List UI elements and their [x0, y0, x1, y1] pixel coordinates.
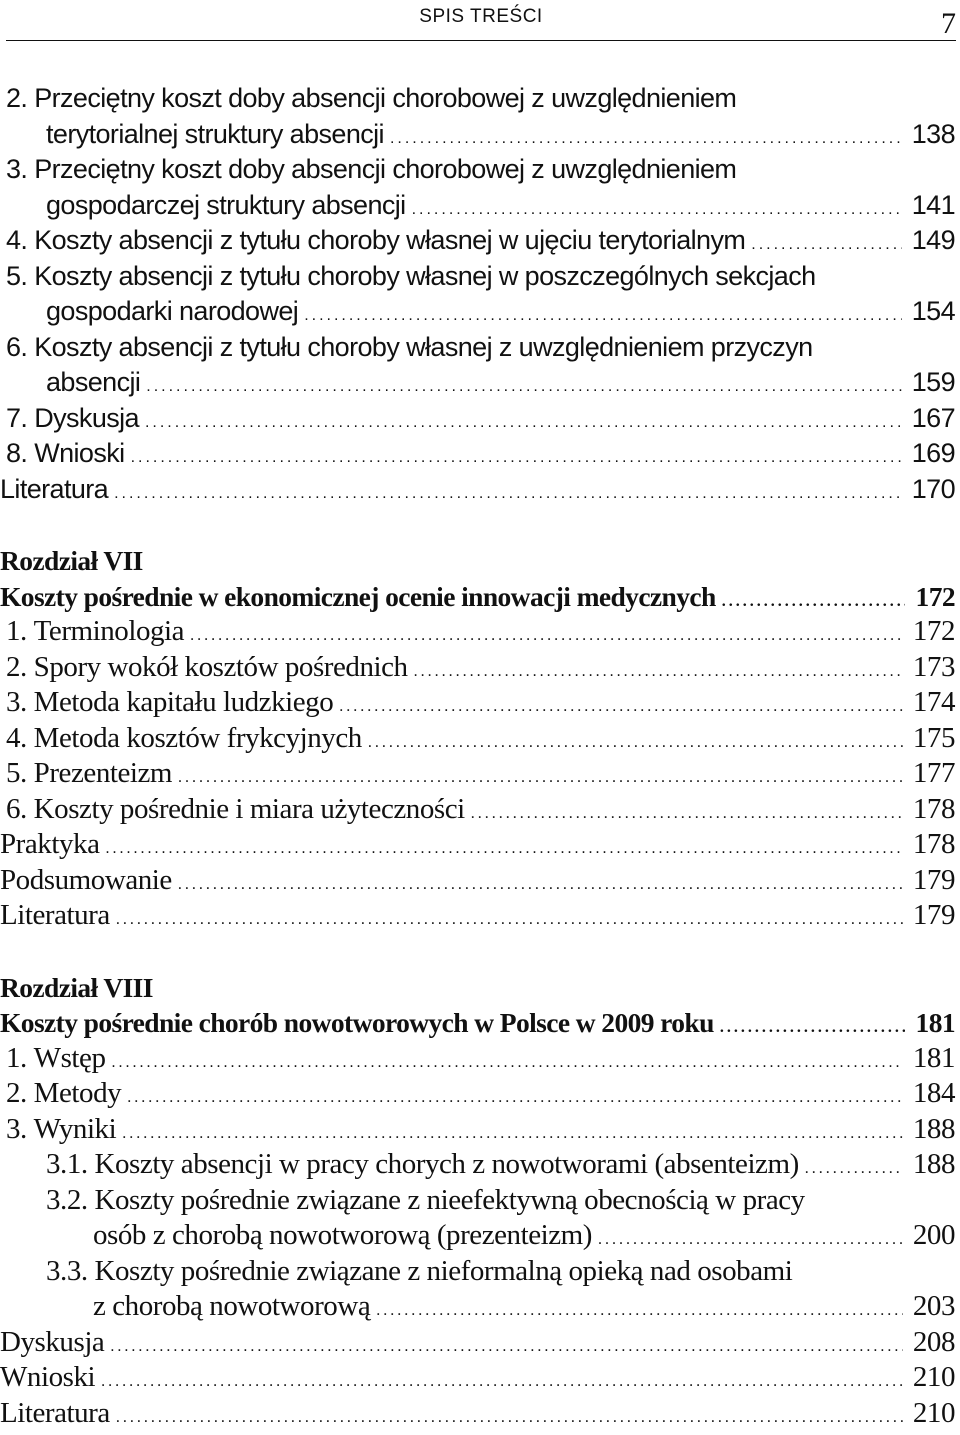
entry-number: 3.2.: [46, 1183, 88, 1219]
chapter-title-entry: [0, 579, 955, 615]
entry-page: 173: [913, 650, 955, 686]
chapter-title-entry: [0, 1005, 955, 1041]
chapter-label: Rozdział VII: [0, 545, 143, 576]
entry-page: 159: [912, 365, 955, 401]
table-of-contents: [0, 81, 955, 1431]
toc-entry: [0, 1396, 955, 1432]
toc-entry: [0, 294, 955, 330]
toc-entry: [0, 1360, 955, 1396]
entry-title: Koszty absencji z tytułu choroby własnej w poszczególnych sekcjach: [34, 261, 815, 291]
entry-page: 141: [912, 188, 955, 224]
dot-leader: [127, 1080, 903, 1116]
dot-leader: [114, 476, 902, 512]
entry-page: 179: [913, 863, 955, 899]
entry-number: 3.3.: [46, 1254, 88, 1290]
entry-page: 179: [913, 898, 955, 934]
toc-entry: [0, 756, 955, 792]
toc-subentry: [0, 1289, 955, 1325]
entry-number: 5.: [6, 756, 27, 792]
toc-entry: [0, 259, 955, 295]
entry-number: 3.: [6, 685, 27, 721]
chapter-heading: [0, 543, 955, 579]
toc-entry: [0, 401, 955, 437]
toc-entry: [0, 898, 955, 934]
entry-page: 178: [913, 827, 955, 863]
entry-title: gospodarki narodowej: [46, 294, 298, 330]
chapter-label: Rozdział VIII: [0, 972, 153, 1003]
entry-page: 167: [912, 401, 955, 437]
entry-number: 3.: [6, 1112, 27, 1148]
entry-title: Dyskusja: [0, 1325, 104, 1361]
entry-title: Koszty absencji z tytułu choroby własnej w ujęciu terytorialnym: [34, 223, 745, 259]
entry-page: 172: [915, 579, 955, 615]
entry-title: absencji: [46, 365, 140, 401]
entry-title: Spory wokół kosztów pośrednich: [34, 650, 408, 686]
entry-number: 5.: [6, 259, 27, 295]
entry-number: 2.: [6, 650, 27, 686]
toc-entry: [0, 650, 955, 686]
entry-page: 172: [913, 614, 955, 650]
toc-entry: [0, 614, 955, 650]
entry-title: Wnioski: [34, 436, 124, 472]
entry-title: Przeciętny koszt doby absencji chorobowej z uwzględnieniem: [34, 154, 736, 184]
entry-page: 210: [913, 1360, 955, 1396]
entry-title: z chorobą nowotworową: [93, 1289, 370, 1325]
toc-entry: [0, 117, 955, 153]
entry-number: 1.: [6, 1041, 27, 1077]
entry-title: Wyniki: [34, 1112, 117, 1148]
entry-page: 138: [912, 117, 955, 153]
entry-title: gospodarczej struktury absencji: [46, 188, 406, 224]
entry-number: 8.: [6, 436, 27, 472]
dot-leader: [751, 227, 902, 263]
dot-leader: [122, 1116, 903, 1152]
entry-title: Koszty pośrednie związane z nieformalną opieką nad osobami: [95, 1255, 793, 1287]
dot-leader: [390, 121, 902, 157]
entry-title: Koszty absencji w pracy chorych z nowotworami (absenteizm): [95, 1147, 799, 1183]
dot-leader: [178, 760, 903, 796]
entry-title: Podsumowanie: [0, 863, 172, 899]
entry-page: 184: [913, 1076, 955, 1112]
entry-page: 149: [912, 223, 955, 259]
dot-leader: [106, 831, 903, 867]
entry-page: 188: [913, 1112, 955, 1148]
dot-leader: [131, 440, 902, 476]
entry-number: 6.: [6, 792, 27, 828]
toc-entry: [0, 330, 955, 366]
entry-page: 188: [913, 1147, 955, 1183]
entry-page: 174: [913, 685, 955, 721]
entry-number: 2.: [6, 1076, 27, 1112]
entry-page: 210: [913, 1396, 955, 1432]
toc-subentry: [0, 1183, 955, 1219]
dot-leader: [412, 192, 902, 228]
toc-entry: [0, 721, 955, 757]
toc-entry: [0, 152, 955, 188]
entry-title: Metoda kapitału ludzkiego: [34, 685, 334, 721]
entry-title: Metoda kosztów frykcyjnych: [34, 721, 362, 757]
dot-leader: [304, 298, 902, 334]
dot-leader: [414, 654, 903, 690]
entry-title: terytorialnej struktury absencji: [46, 117, 384, 153]
entry-title: Wstęp: [34, 1041, 106, 1077]
toc-entry: [0, 188, 955, 224]
entry-title: Koszty absencji z tytułu choroby własnej z uwzględnieniem przyczyn: [34, 332, 812, 362]
entry-page: 181: [915, 1005, 955, 1041]
chapter-heading: [0, 970, 955, 1006]
dot-leader: [110, 1329, 903, 1365]
dot-leader: [471, 796, 903, 832]
entry-title: Literatura: [0, 1396, 110, 1432]
entry-number: 3.: [6, 152, 27, 188]
entry-page: 170: [912, 472, 955, 508]
entry-title: osób z chorobą nowotworową (prezenteizm): [93, 1218, 592, 1254]
toc-entry: [0, 1325, 955, 1361]
toc-entry: [0, 792, 955, 828]
entry-page: 200: [913, 1218, 955, 1254]
entry-number: 4.: [6, 223, 27, 259]
entry-title: Metody: [34, 1076, 122, 1112]
entry-title: Koszty pośrednie i miara użyteczności: [34, 792, 465, 828]
entry-number: 7.: [6, 401, 27, 437]
entry-page: 154: [912, 294, 955, 330]
toc-entry: [0, 81, 955, 117]
entry-number: 2.: [6, 81, 27, 117]
page-header: [6, 0, 956, 41]
dot-leader: [598, 1222, 903, 1258]
entry-page: 181: [913, 1041, 955, 1077]
entry-title: Dyskusja: [34, 401, 139, 437]
entry-page: 208: [913, 1325, 955, 1361]
toc-entry: [0, 685, 955, 721]
dot-leader: [178, 867, 903, 903]
entry-title: Praktyka: [0, 827, 100, 863]
entry-number: 4.: [6, 721, 27, 757]
dot-leader: [805, 1151, 903, 1187]
dot-leader: [146, 369, 901, 405]
dot-leader: [112, 1045, 903, 1081]
toc-entry: [0, 1112, 955, 1148]
entry-title: Literatura: [0, 898, 110, 934]
toc-entry: [0, 365, 955, 401]
toc-entry: [0, 827, 955, 863]
toc-entry: [0, 436, 955, 472]
dot-leader: [376, 1293, 903, 1329]
dot-leader: [101, 1364, 903, 1400]
dot-leader: [190, 618, 903, 654]
chapter-title: Koszty pośrednie chorób nowotworowych w Polsce w 2009 roku: [0, 1005, 714, 1041]
entry-title: Terminologia: [34, 614, 184, 650]
toc-entry: [0, 472, 955, 508]
dot-leader: [116, 902, 903, 938]
entry-title: Przeciętny koszt doby absencji chorobowej z uwzględnieniem: [34, 83, 736, 113]
entry-number: 3.1.: [46, 1147, 88, 1183]
dot-leader: [116, 1400, 903, 1435]
running-title: SPIS TREŚCI: [6, 6, 956, 28]
entry-number: 1.: [6, 614, 27, 650]
entry-title: Wnioski: [0, 1360, 95, 1396]
entry-number: 6.: [6, 330, 27, 366]
dot-leader: [145, 405, 902, 441]
entry-title: Prezenteizm: [34, 756, 172, 792]
entry-page: 203: [913, 1289, 955, 1325]
toc-entry: [0, 1076, 955, 1112]
toc-entry: [0, 1041, 955, 1077]
toc-subentry: [0, 1218, 955, 1254]
entry-title: Koszty pośrednie związane z nieefektywną obecnością w pracy: [95, 1184, 805, 1216]
page-number: 7: [941, 8, 956, 40]
entry-page: 178: [913, 792, 955, 828]
entry-page: 169: [912, 436, 955, 472]
entry-title: Literatura: [0, 472, 108, 508]
chapter-title: Koszty pośrednie w ekonomicznej ocenie innowacji medycznych: [0, 579, 716, 615]
entry-page: 175: [913, 721, 955, 757]
dot-leader: [368, 725, 903, 761]
toc-entry: [0, 863, 955, 899]
entry-page: 177: [913, 756, 955, 792]
toc-entry: [0, 223, 955, 259]
toc-subentry: [0, 1254, 955, 1290]
toc-subentry: [0, 1147, 955, 1183]
dot-leader: [339, 689, 903, 725]
